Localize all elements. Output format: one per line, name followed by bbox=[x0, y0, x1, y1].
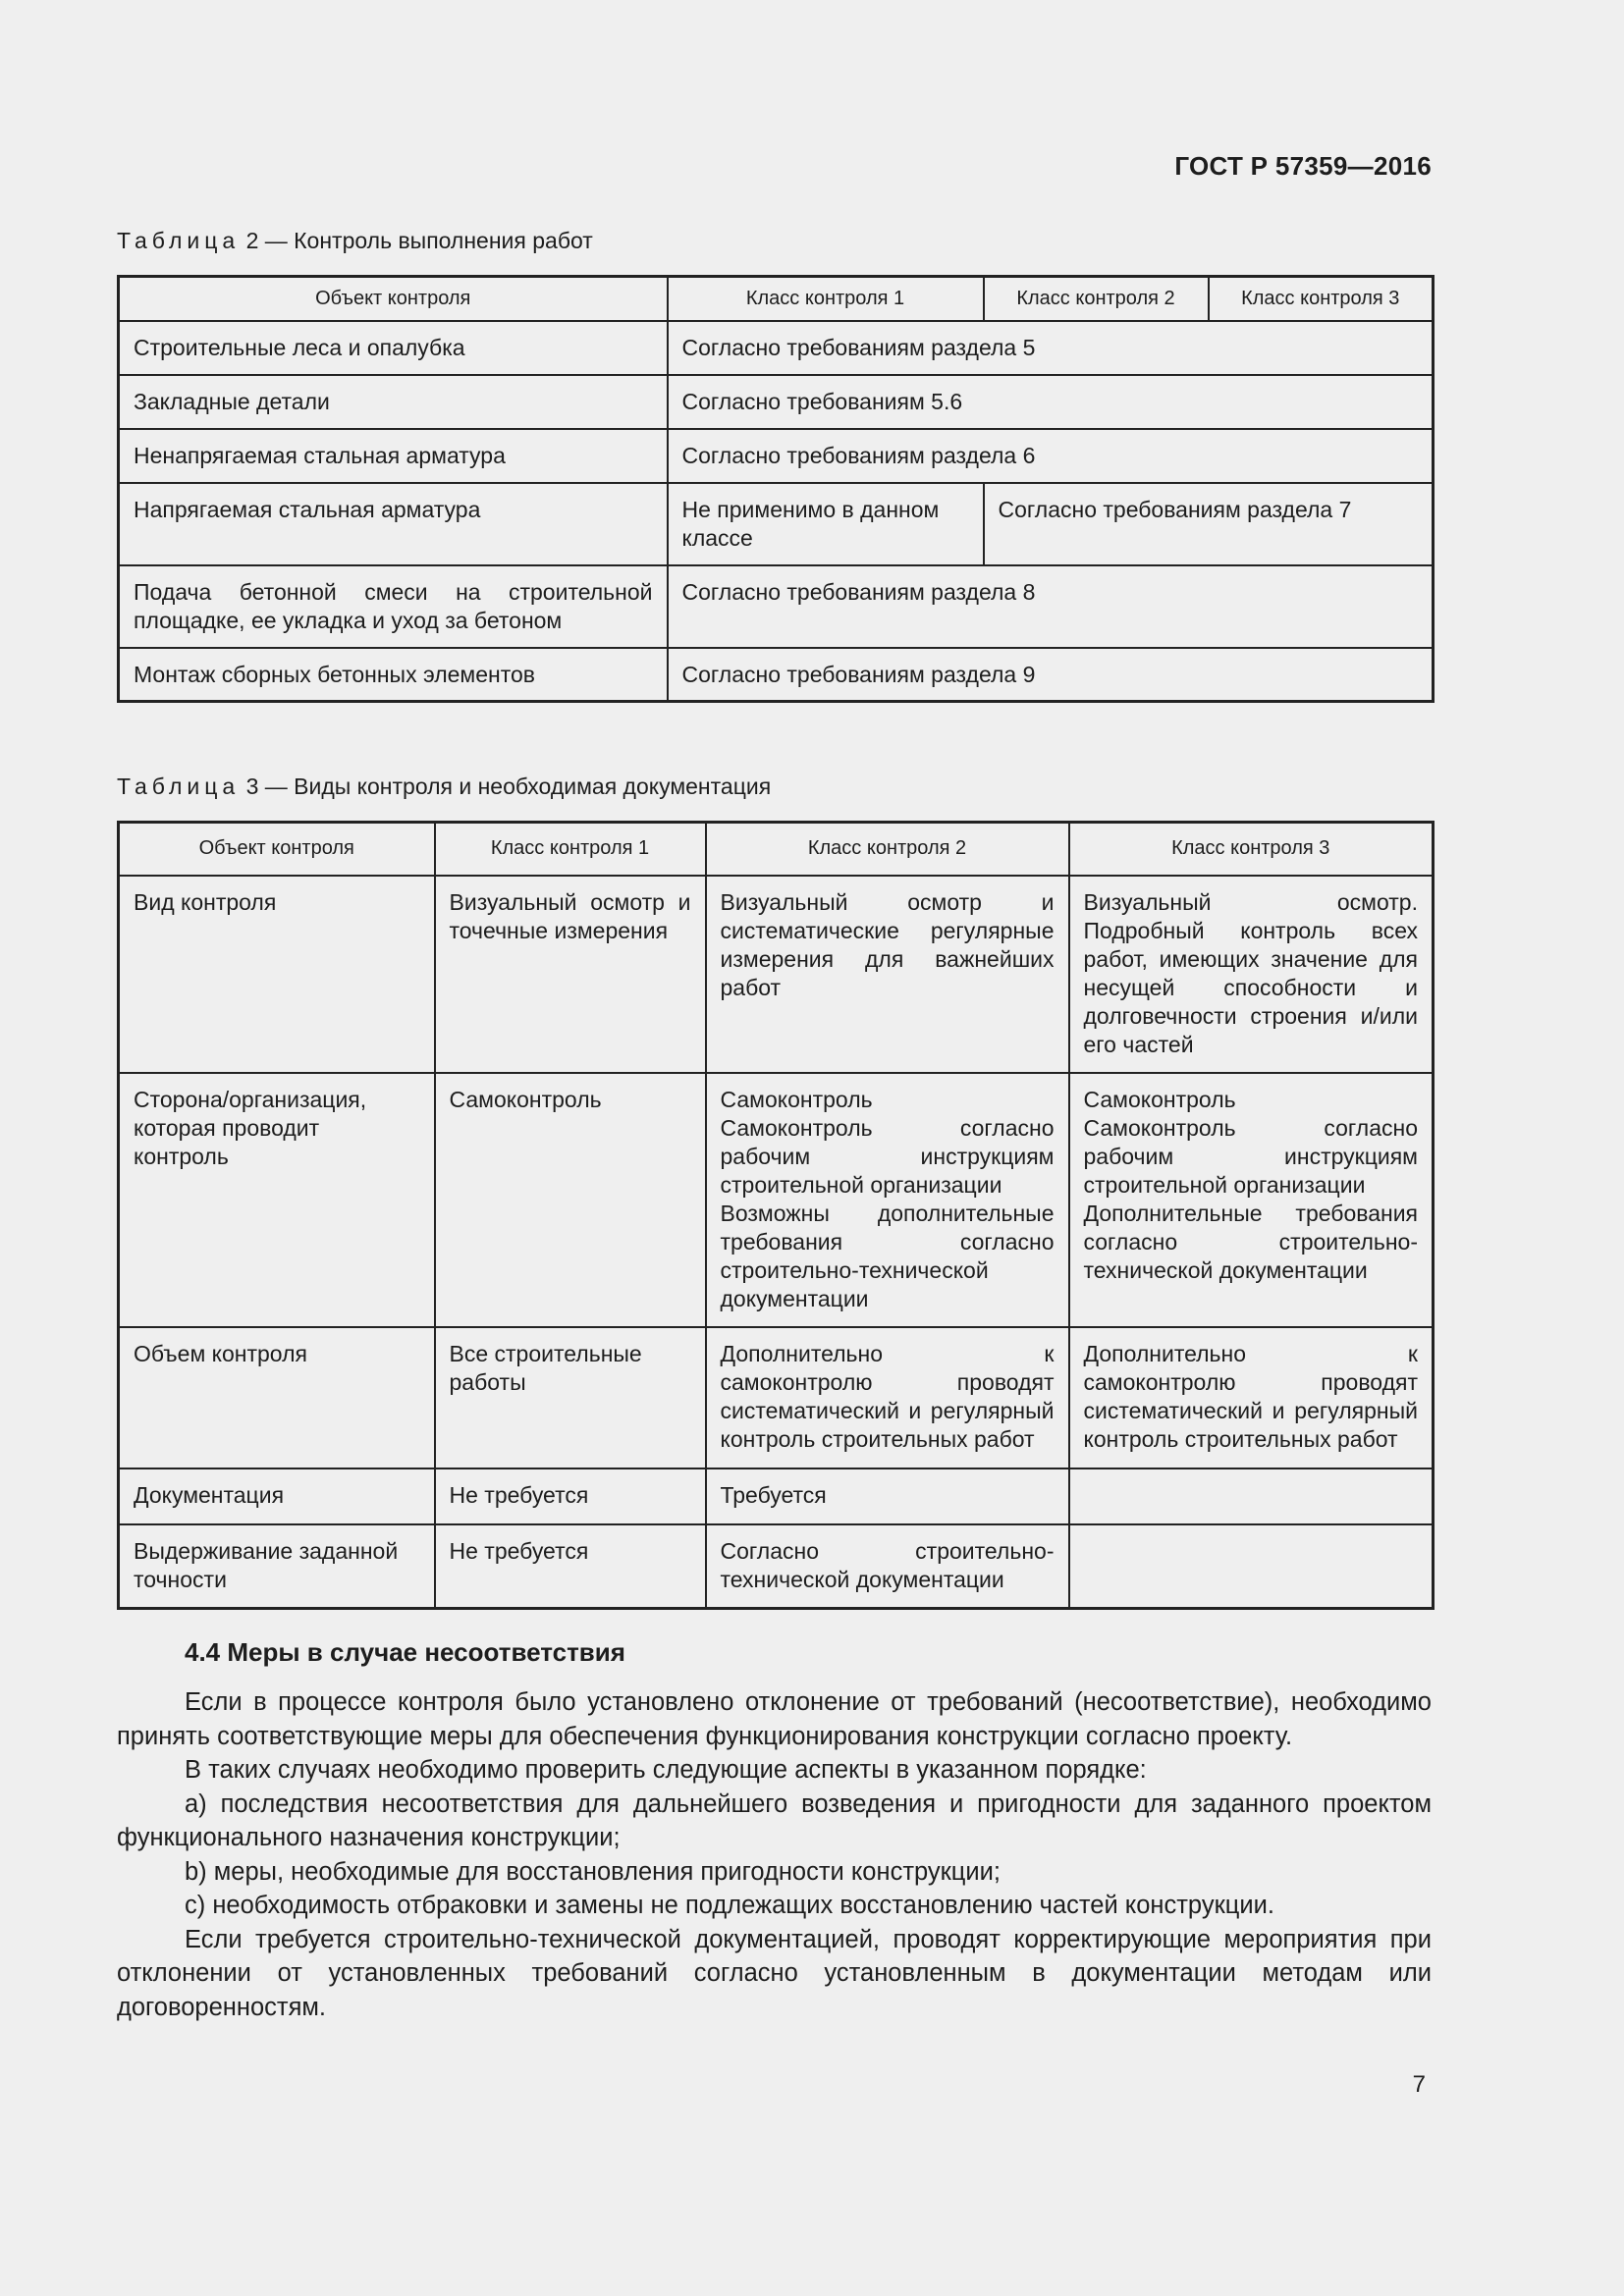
column-header: Класс контроля 2 bbox=[706, 823, 1069, 876]
cell-class3 bbox=[1069, 1468, 1434, 1524]
column-header: Объект контроля bbox=[119, 277, 668, 321]
row-object: Напрягаемая стальная арматура bbox=[119, 483, 668, 565]
table-header-row bbox=[119, 823, 1434, 876]
table-work-control bbox=[117, 275, 1435, 703]
list-item: c) необходимость отбраковки и замены не подлежащих восстановлению частей конструкции. bbox=[185, 1892, 1274, 1919]
row-object: Ненапрягаемая стальная арматура bbox=[119, 429, 668, 483]
table-control-types bbox=[117, 821, 1435, 1610]
cell-line: Самоконтроль bbox=[720, 1086, 873, 1112]
table-row bbox=[119, 483, 1434, 565]
table2-caption bbox=[117, 228, 593, 254]
cell-line: Дополнительные требования согласно строительно-технической документации bbox=[1083, 1200, 1418, 1283]
table2-caption-text: 2 — Контроль выполнения работ bbox=[240, 228, 593, 253]
row-object: Монтаж сборных бетонных элементов bbox=[119, 648, 668, 702]
cell-line: Самоконтроль согласно рабочим инструкциям строительной организации bbox=[1083, 1114, 1418, 1198]
paragraph: В таких случаях необходимо проверить следующие аспекты в указанном порядке: bbox=[185, 1756, 1147, 1784]
table-row bbox=[119, 375, 1434, 429]
cell-class1: Не требуется bbox=[435, 1524, 706, 1609]
table3-caption-prefix: Таблица bbox=[117, 774, 241, 799]
column-header: Класс контроля 1 bbox=[435, 823, 706, 876]
table2-caption-prefix: Таблица bbox=[117, 228, 241, 253]
list-item: a) последствия несоответствия для дальнейшего возведения и пригодности для заданного проектом функционального назначения конструкции; bbox=[117, 1789, 1432, 1851]
cell-class1: Визуальный осмотр и точечные измерения bbox=[435, 876, 706, 1073]
table-row bbox=[119, 1073, 1434, 1327]
cell-line: Самоконтроль bbox=[1083, 1086, 1236, 1112]
table-row bbox=[119, 429, 1434, 483]
table3-caption-text: 3 — Виды контроля и необходимая документация bbox=[240, 774, 772, 799]
cell-class2: Требуется bbox=[706, 1468, 1069, 1524]
table-row bbox=[119, 876, 1434, 1073]
table-row bbox=[119, 1524, 1434, 1609]
cell-class2: Согласно строительно-технической документации bbox=[706, 1524, 1069, 1609]
table-row bbox=[119, 1468, 1434, 1524]
section-body bbox=[117, 1685, 1432, 2024]
paragraph: Если требуется строительно-технической документацией, проводят корректирующие мероприятия при отклонении от установленных требований согласно установленным в документации методам или договоренностям. bbox=[117, 1925, 1432, 2021]
column-header: Объект контроля bbox=[119, 823, 435, 876]
column-header: Класс контроля 1 bbox=[668, 277, 984, 321]
cell-class3: Дополнительно к самоконтролю проводят систематический и регулярный контроль строительных работ bbox=[1069, 1327, 1434, 1468]
cell-line: Самоконтроль согласно рабочим инструкциям строительной организации bbox=[720, 1114, 1055, 1198]
row-value-class23: Согласно требованиям раздела 7 bbox=[984, 483, 1434, 565]
table-row bbox=[119, 565, 1434, 648]
cell-class3: Визуальный осмотр. Подробный контроль всех работ, имеющих значение для несущей способности и долговечности строения и/или его частей bbox=[1069, 876, 1434, 1073]
row-object: Документация bbox=[119, 1468, 435, 1524]
cell-class1: Не требуется bbox=[435, 1468, 706, 1524]
column-header: Класс контроля 3 bbox=[1209, 277, 1434, 321]
table-row bbox=[119, 321, 1434, 375]
cell-line: Возможны дополнительные требования согласно строительно-технической документации bbox=[720, 1200, 1055, 1311]
cell-class3 bbox=[1069, 1524, 1434, 1609]
cell-class2 bbox=[706, 1073, 1069, 1327]
list-item: b) меры, необходимые для восстановления пригодности конструкции; bbox=[185, 1857, 1001, 1886]
row-value: Согласно требованиям раздела 8 bbox=[668, 565, 1434, 648]
cell-class1: Самоконтроль bbox=[435, 1073, 706, 1327]
table-row bbox=[119, 1327, 1434, 1468]
table3-caption bbox=[117, 774, 771, 800]
cell-class2: Дополнительно к самоконтролю проводят систематический и регулярный контроль строительных работ bbox=[706, 1327, 1069, 1468]
table-header-row bbox=[119, 277, 1434, 321]
section-heading: 4.4 Меры в случае несоответствия bbox=[185, 1637, 625, 1667]
row-value: Согласно требованиям 5.6 bbox=[668, 375, 1434, 429]
page-number: 7 bbox=[1412, 2071, 1426, 2098]
cell-class3 bbox=[1069, 1073, 1434, 1327]
paragraph: Если в процессе контроля было установлено отклонение от требований (несоответствие), необходимо принять соответствующие меры для обеспечения функционирования конструкции согласно проекту. bbox=[117, 1688, 1432, 1750]
row-value-class1: Не применимо в данном классе bbox=[668, 483, 984, 565]
row-value: Согласно требованиям раздела 5 bbox=[668, 321, 1434, 375]
row-object: Объем контроля bbox=[119, 1327, 435, 1468]
cell-class2: Визуальный осмотр и систематические регулярные измерения для важнейших работ bbox=[706, 876, 1069, 1073]
row-object: Вид контроля bbox=[119, 876, 435, 1073]
row-object: Выдерживание заданной точности bbox=[119, 1524, 435, 1609]
row-object: Сторона/организация, которая проводит контроль bbox=[119, 1073, 435, 1327]
row-value: Согласно требованиям раздела 6 bbox=[668, 429, 1434, 483]
row-object: Закладные детали bbox=[119, 375, 668, 429]
table-row bbox=[119, 648, 1434, 702]
cell-class1: Все строительные работы bbox=[435, 1327, 706, 1468]
column-header: Класс контроля 3 bbox=[1069, 823, 1434, 876]
row-object: Подача бетонной смеси на строительной площадке, ее укладка и уход за бетоном bbox=[119, 565, 668, 648]
row-object: Строительные леса и опалубка bbox=[119, 321, 668, 375]
document-code: ГОСТ Р 57359—2016 bbox=[1174, 151, 1432, 181]
row-value: Согласно требованиям раздела 9 bbox=[668, 648, 1434, 702]
column-header: Класс контроля 2 bbox=[984, 277, 1209, 321]
